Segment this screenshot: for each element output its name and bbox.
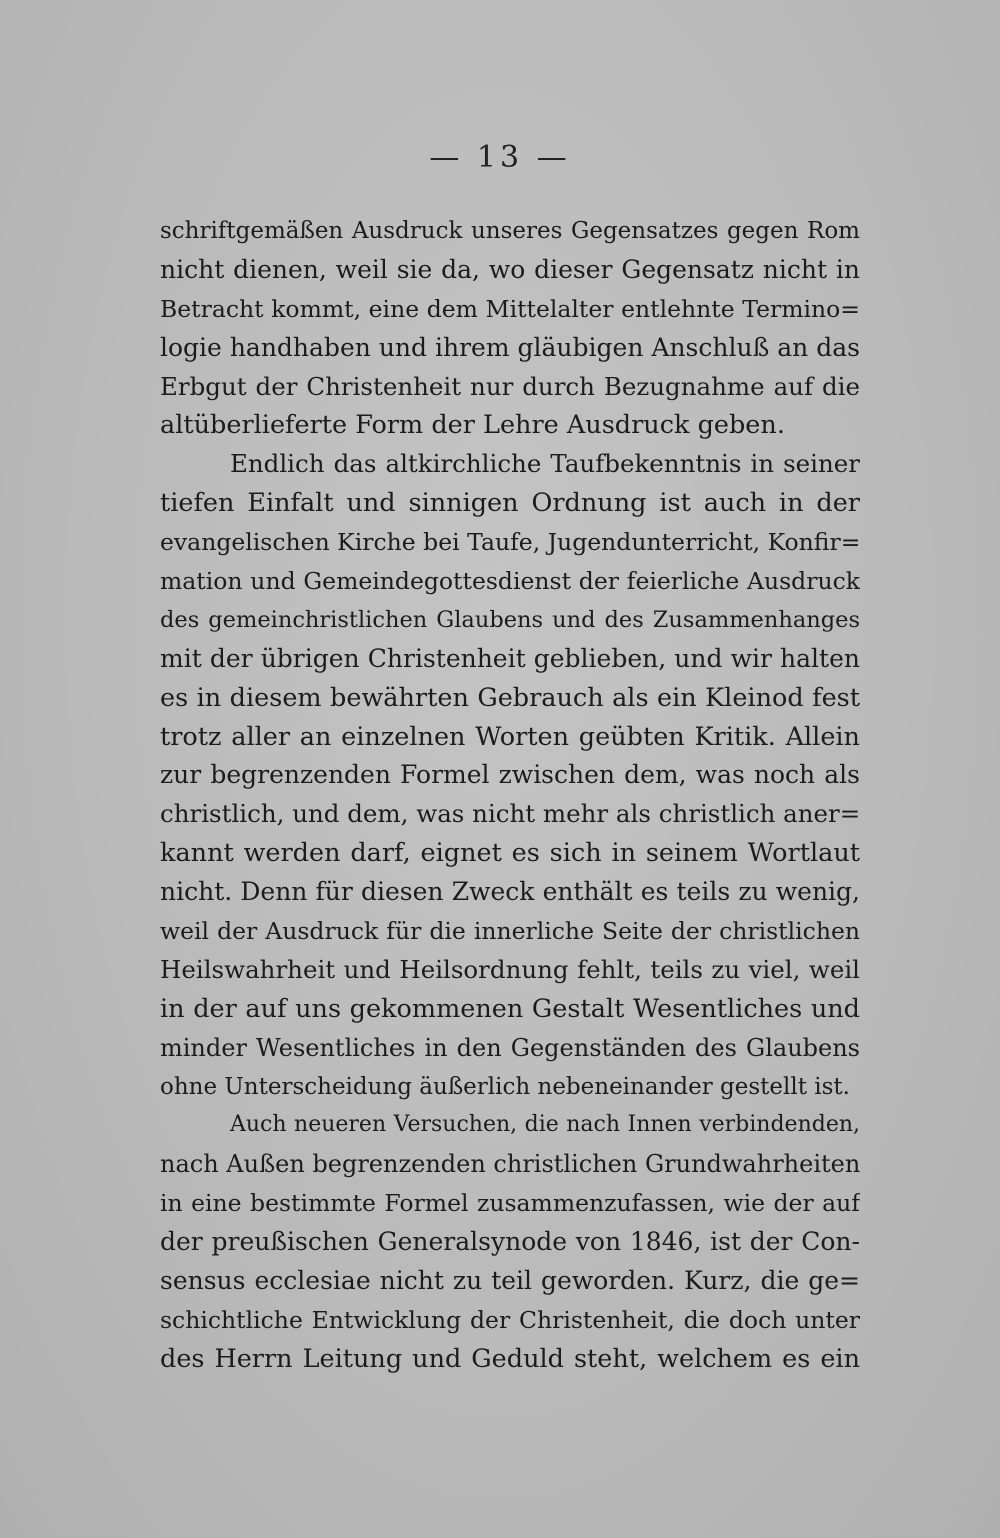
text-line: des Herrn Leitung und Geduld steht, welchem es ein [160, 1343, 860, 1374]
text-line: Heilswahrheit und Heilsordnung fehlt, teils zu viel, weil [160, 954, 860, 984]
text-line: in der auf uns gekommenen Gestalt Wesentliches und [160, 993, 860, 1024]
text-line: kannt werden darf, eignet es sich in seinem Wortlaut [160, 838, 860, 869]
text-line: altüberlieferte Form der Lehre Ausdruck geben. [160, 410, 785, 441]
text-line: zur begrenzenden Formel zwischen dem, was noch als [160, 760, 860, 790]
text-line: mation und Gemeindegottesdienst der feierliche Ausdruck [160, 567, 860, 596]
text-line: minder Wesentliches in den Gegenständen des Glaubens [160, 1033, 860, 1062]
text-line: schriftgemäßen Ausdruck unseres Gegensatzes gegen Rom [160, 218, 860, 244]
text-line: schichtliche Entwicklung der Christenheit, die doch unter [160, 1305, 860, 1334]
text-line: christlich, und dem, was nicht mehr als christlich aner= [160, 799, 860, 829]
text-line: Betracht kommt, eine dem Mittelalter entlehnte Termino= [160, 294, 860, 323]
body-text [160, 212, 860, 1379]
text-line: nach Außen begrenzenden christlichen Grundwahrheiten [160, 1150, 860, 1179]
text-line: des gemeinchristlichen Glaubens und des Zusammenhanges [160, 606, 860, 633]
text-line: Auch neueren Versuchen, die nach Innen verbindenden, [230, 1112, 860, 1138]
text-line: sensus ecclesiae nicht zu teil geworden. Kurz, die ge= [160, 1266, 860, 1296]
text-line: der preußischen Generalsynode von 1846, ist der Con- [160, 1227, 860, 1257]
text-line: nicht. Denn für diesen Zweck enthält es teils zu wenig, [160, 877, 860, 907]
text-line: trotz aller an einzelnen Worten geübten Kritik. Allein [160, 721, 860, 752]
text-line: ohne Unterscheidung äußerlich nebeneinander gestellt ist. [160, 1073, 850, 1100]
page-number: — 13 — [429, 140, 571, 175]
text-line: Erbgut der Christenheit nur durch Bezugnahme auf die [160, 371, 860, 401]
text-line: Endlich das altkirchliche Taufbekenntnis in seiner [230, 449, 860, 479]
text-line: weil der Ausdruck für die innerliche Seite der christlichen [160, 917, 860, 946]
text-line: tiefen Einfalt und sinnigen Ordnung ist auch in der [160, 488, 860, 519]
text-line: mit der übrigen Christenheit geblieben, und wir halten [160, 643, 860, 673]
text-line: evangelischen Kirche bei Taufe, Jugendunterricht, Konfir= [160, 528, 860, 557]
text-line: in eine bestimmte Formel zusammenzufassen, wie der auf [160, 1189, 860, 1218]
text-line: logie handhaben und ihrem gläubigen Anschluß an das [160, 332, 860, 362]
text-line: es in diesem bewährten Gebrauch als ein Kleinod fest [160, 682, 860, 713]
text-line: nicht dienen, weil sie da, wo dieser Gegensatz nicht in [160, 254, 860, 284]
